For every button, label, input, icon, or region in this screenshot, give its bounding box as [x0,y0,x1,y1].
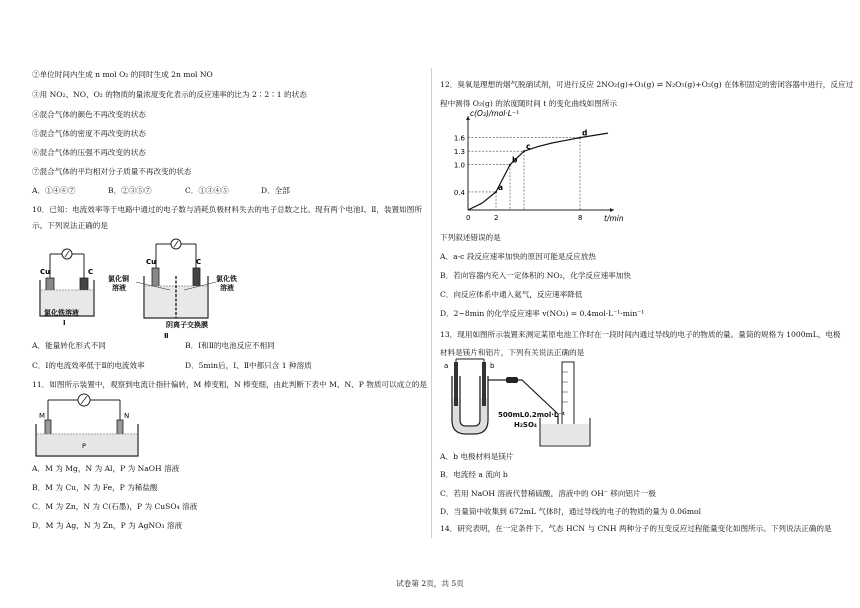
q12-stem-1: 12．臭氧是理想的烟气脱硝试剂，可进行反应 2NO₂(g)+O₃(g) ⇌ N₂O₅(g)+O₂(g) 在体积固定的密闭容器中进行，反应过 [440,80,854,89]
q11-option-d[interactable]: D．M 为 Ag，N 为 Zn，P 为 AgNO₃ 溶液 [32,521,183,530]
q11-stem: 11．如图所示装置中，观察到电流计指针偏转，M 棒变粗，N 棒变细，由此判断下表中 M、N、P 物质可以成立的是 [32,380,427,389]
q13-figure [440,358,600,450]
point-b [509,164,511,166]
q10-stem-1: 10．已知：电流效率等于电路中通过的电子数与消耗负极材料失去的电子总数之比。现有两个电池Ⅰ、Ⅱ，装置如图所 [32,205,422,214]
q12-option-c[interactable]: C．向反应体系中通入氦气，反应速率降低 [440,290,583,299]
q9-item-6: ⑥混合气体的压强不再改变的状态 [32,148,146,157]
y-tick-label: 0.4 [453,188,465,197]
cell1-solution: 氯化铁溶液 [44,309,79,317]
o2-curve [468,133,608,210]
y-tick-label: 1.0 [453,161,465,170]
p-label: P [82,442,86,450]
point-label-b: b [512,155,518,165]
q10-option-c[interactable]: C．Ⅰ的电流效率低于Ⅱ的电流效率 [32,361,145,370]
cell2-left-solution-2: 溶液 [112,284,126,292]
cell1-cu-label: Cu [40,268,51,276]
cell-1 [40,249,94,316]
q10-option-d[interactable]: D．5min后，Ⅰ、Ⅱ中都只含 1 种溶质 [185,361,312,370]
membrane-label: 阴离子交换膜 [166,321,208,329]
q13-option-a[interactable]: A．b 电极材料是镁片 [440,452,514,461]
q9-option-a[interactable]: A．①④⑥⑦ [32,186,76,195]
cell2-right-solution-1: 氯化铁 [216,275,237,283]
q10-option-a[interactable]: A．能量转化形式不同 [32,341,106,350]
q10-option-b[interactable]: B．Ⅰ和Ⅱ的电池反应不相同 [185,341,275,350]
q12-option-a[interactable]: A．a-c 段反应速率加快的原因可能是反应放热 [440,252,596,261]
cell2-left-solution-1: 氯化铜 [108,275,129,283]
q13-stem-2: 材料是镁片和铝片，下列有关说法正确的是 [440,348,585,357]
x-tick-label: 0 [466,214,471,222]
x-axis-arrow [610,208,614,212]
q9-options [32,186,424,196]
y-tick-label: 1.6 [453,134,465,143]
q13-option-c[interactable]: C．若用 NaOH 溶液代替稀硫酸，溶液中的 OH⁻ 移向铝片一极 [440,489,656,498]
q11-option-b[interactable]: B．M 为 Cu，N 为 Fe，P 为稀盐酸 [32,483,158,492]
q9-item-5: ⑤混合气体的密度不再改变的状态 [32,129,146,138]
q9-item-3: ③用 NO₂、NO、O₂ 的物质的量浓度变化表示的反应速率的比为 2∶2∶1 的状态 [32,90,307,99]
column-divider [431,68,432,538]
point-a [495,191,497,193]
cell1-c-label: C [88,268,94,276]
q9-option-b[interactable]: B．②③⑤⑦ [108,186,152,195]
cell2-right-solution-2: 溶液 [220,284,234,292]
x-tick-label: 2 [494,214,499,222]
q9-option-c[interactable]: C．①③④⑤ [185,186,229,195]
cell2-numeral: Ⅱ [164,332,169,340]
q11-figure [34,390,149,458]
cell1-numeral: Ⅰ [63,319,66,327]
electrode-a-label: a [444,362,449,370]
point-c [523,150,525,152]
q13-option-b[interactable]: B．电流经 a 流向 b [440,470,508,479]
point-label-c: c [526,142,531,152]
q9-item-7: ⑦混合气体的平均相对分子质量不再改变的状态 [32,167,192,176]
y-tick-label: 1.3 [453,148,465,157]
q13-solution-1: 500mL0.2mol·L⁻¹ [498,411,566,419]
q11-option-a[interactable]: A．M 为 Mg，N 为 Al，P 为 NaOH 溶液 [32,464,180,473]
x-axis-label: t/min [604,214,624,223]
q12-option-b[interactable]: B．若向容器内充入一定体积的 NO₂，化学反应速率加快 [440,271,631,280]
point-d [579,137,581,139]
q10-options-row1 [32,341,424,351]
q9-item-4: ④混合气体的颜色不再改变的状态 [32,110,146,119]
q9-item-2: ②单位时间内生成 n mol O₂ 的同时生成 2n mol NO [32,70,213,79]
electrode-b-label: b [490,362,495,370]
y-axis-label: c(O₂)/mol·L⁻¹ [470,109,519,118]
q12-option-d[interactable]: D．2~8min 的化学反应速率 v(NO₂) = 0.4mol·L⁻¹·min⁻¹ [440,309,645,318]
point-label-d: d [582,128,588,138]
q13-solution-2: H₂SO₄ [514,421,537,429]
q12-stem-2: 程中测得 O₂(g) 的浓度随时间 t 的变化曲线如图所示 [440,99,618,108]
m-label: M [39,412,46,420]
q10-stem-2: 示。下列说法正确的是 [32,221,108,230]
q11-option-c[interactable]: C．M 为 Zn，N 为 C(石墨)，P 为 CuSO₄ 溶液 [32,502,198,511]
cell-2 [136,239,216,318]
q9-option-d[interactable]: D．全部 [261,186,290,195]
q14-stem: 14．研究表明，在一定条件下，气态 HCN 与 CNH 两种分子的互变反应过程能量变化如图所示。下列说法正确的是 [440,524,832,533]
point-label-a: a [498,182,504,192]
q12-question: 下列叙述错误的是 [440,233,501,242]
cell2-c-label: C [196,258,202,266]
q13-stem-1: 13．现用如图所示装置来测定某原电池工作时在一段时间内通过导线的电子的物质的量。量筒的规格为 1000mL，电极 [440,330,841,339]
x-tick-label: 8 [578,214,583,222]
n-label: N [124,412,130,420]
o2-concentration-chart [440,109,624,230]
q10-options-row2 [32,361,424,371]
q13-option-d[interactable]: D．当量筒中收集到 672mL 气体时，通过导线的电子的物质的量为 0.06mol [440,507,702,516]
cell2-cu-label: Cu [146,258,157,266]
page-footer: 试卷第 2页，共 5页 [396,579,464,588]
